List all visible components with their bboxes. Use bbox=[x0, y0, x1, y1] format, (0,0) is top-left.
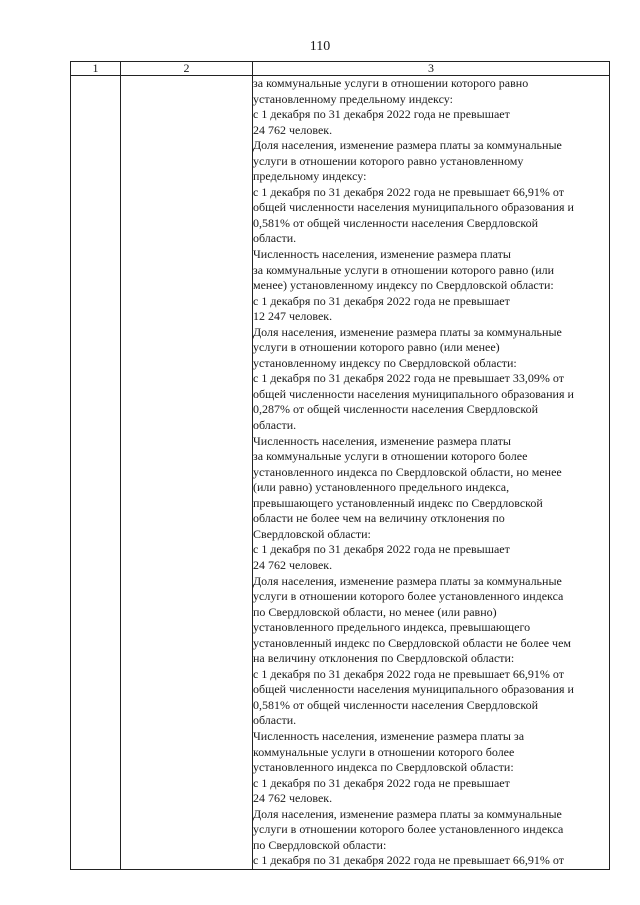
text-line: за коммунальные услуги в отношении которого более bbox=[253, 449, 528, 464]
text-line: коммунальные услуги в отношении которого более bbox=[253, 744, 515, 759]
text-line: установленному предельному индексу: bbox=[253, 91, 453, 106]
text-line: 0,287% от общей численности населения Свердловской bbox=[253, 402, 539, 417]
text-line: превышающего установленный индекс по Свердловской bbox=[253, 495, 543, 510]
cell-column-2 bbox=[121, 76, 253, 870]
text-line: 24 762 человек. bbox=[253, 122, 333, 137]
text-line: по Свердловской области, но менее (или равно) bbox=[253, 604, 497, 619]
text-line: Доля населения, изменение размера платы за коммунальные bbox=[253, 806, 562, 821]
text-line: области. bbox=[253, 713, 297, 728]
text-line: установленный индекс по Свердловской области не более чем bbox=[253, 635, 571, 650]
document-table bbox=[70, 61, 610, 870]
text-line: с 1 декабря по 31 декабря 2022 года не превышает bbox=[253, 775, 510, 790]
text-line: 0,581% от общей численности населения Свердловской bbox=[253, 215, 539, 230]
text-line: услуги в отношении которого более установленного индекса bbox=[253, 822, 564, 837]
text-line: общей численности населения муниципального образования и bbox=[253, 682, 574, 697]
text-line: (или равно) установленного предельного индекса, bbox=[253, 480, 510, 495]
text-line: 24 762 человек. bbox=[253, 791, 333, 806]
text-line: с 1 декабря по 31 декабря 2022 года не превышает bbox=[253, 542, 510, 557]
text-line: установленному индексу по Свердловской области: bbox=[253, 355, 517, 370]
page-number: 110 bbox=[309, 39, 331, 54]
text-line: установленного индекса по Свердловской области, но менее bbox=[253, 464, 562, 479]
text-line: услуги в отношении которого равно (или менее) bbox=[253, 340, 500, 355]
text-line: установленного предельного индекса, превышающего bbox=[253, 620, 531, 635]
column-header-2: 2 bbox=[121, 62, 253, 76]
text-line: услуги в отношении которого равно установленному bbox=[253, 153, 524, 168]
text-line: области. bbox=[253, 418, 297, 433]
text-line: Численность населения, изменение размера платы bbox=[253, 247, 511, 262]
text-line: Доля населения, изменение размера платы за коммунальные bbox=[253, 324, 562, 339]
table-row bbox=[71, 76, 610, 870]
text-line: 12 247 человек. bbox=[253, 309, 333, 324]
text-line: предельному индексу: bbox=[253, 169, 367, 184]
text-line: с 1 декабря по 31 декабря 2022 года не превышает 66,91% от bbox=[253, 666, 564, 681]
text-line: Свердловской области: bbox=[253, 526, 371, 541]
text-line: с 1 декабря по 31 декабря 2022 года не превышает 66,91% от bbox=[253, 853, 564, 868]
text-line: общей численности населения муниципального образования и bbox=[253, 386, 574, 401]
text-line: общей численности населения муниципального образования и bbox=[253, 200, 574, 215]
text-line: по Свердловской области: bbox=[253, 837, 387, 852]
text-line: услуги в отношении которого более установленного индекса bbox=[253, 589, 564, 604]
cell-column-1 bbox=[71, 76, 121, 870]
text-line: за коммунальные услуги в отношении которого равно bbox=[253, 76, 529, 90]
column-header-1: 1 bbox=[71, 62, 121, 76]
text-line: за коммунальные услуги в отношении которого равно (или bbox=[253, 262, 555, 277]
column-header-3: 3 bbox=[253, 62, 610, 76]
text-line: Доля населения, изменение размера платы за коммунальные bbox=[253, 573, 562, 588]
text-line: с 1 декабря по 31 декабря 2022 года не превышает 33,09% от bbox=[253, 371, 564, 386]
text-line: менее) установленному индексу по Свердловской области: bbox=[253, 278, 554, 293]
text-line: области не более чем на величину отклонения по bbox=[253, 511, 505, 526]
cell-column-3 bbox=[253, 76, 610, 870]
text-line: установленного индекса по Свердловской области: bbox=[253, 760, 514, 775]
text-line: Численность населения, изменение размера платы bbox=[253, 433, 511, 448]
text-line: с 1 декабря по 31 декабря 2022 года не превышает bbox=[253, 293, 510, 308]
text-line: с 1 декабря по 31 декабря 2022 года не превышает 66,91% от bbox=[253, 184, 564, 199]
text-line: 0,581% от общей численности населения Свердловской bbox=[253, 697, 539, 712]
text-line: на величину отклонения по Свердловской области: bbox=[253, 651, 515, 666]
table-header-row bbox=[71, 62, 610, 76]
text-line: 24 762 человек. bbox=[253, 557, 333, 572]
text-line: Численность населения, изменение размера платы за bbox=[253, 728, 525, 743]
text-line: Доля населения, изменение размера платы за коммунальные bbox=[253, 138, 562, 153]
text-line: области. bbox=[253, 231, 297, 246]
text-line: с 1 декабря по 31 декабря 2022 года не превышает bbox=[253, 107, 510, 122]
